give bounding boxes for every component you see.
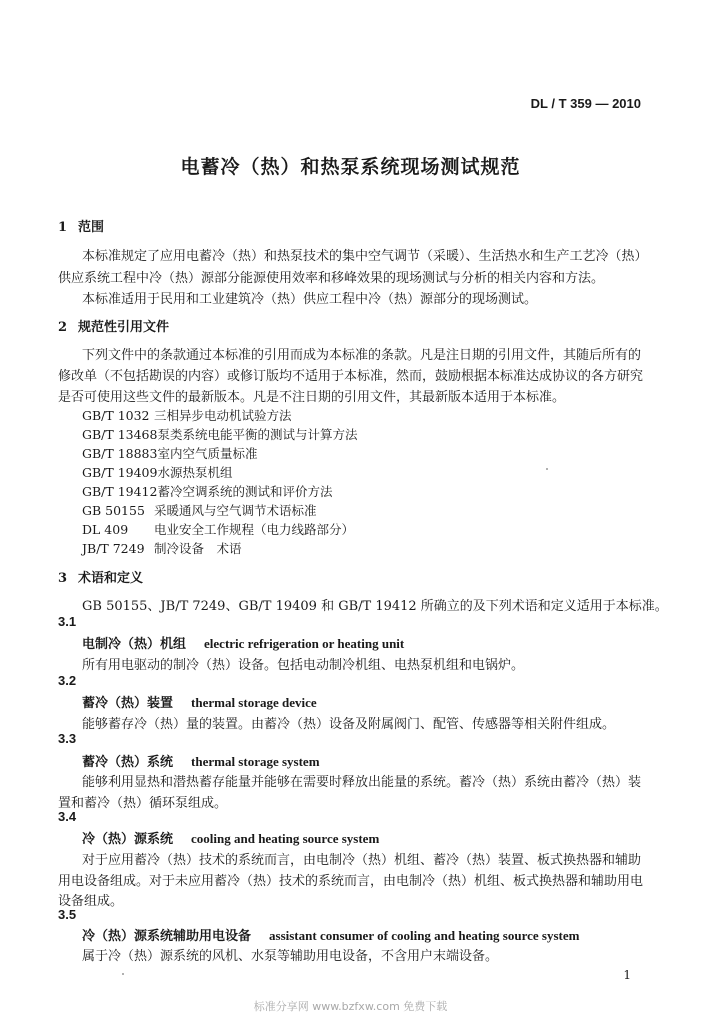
term-definition-line: 属于冷（热）源系统的风机、水泵等辅助用电设备，不含用户末端设备。: [82, 949, 499, 964]
term-en: thermal storage system: [191, 754, 320, 769]
term-zh: 蓄冷（热）装置: [82, 696, 174, 711]
section-1-paragraph-line: 本标准适用于民用和工业建筑冷（热）供应工程中冷（热）源部分的现场测试。: [82, 292, 538, 307]
scan-speck: [122, 973, 124, 975]
reference-item: [82, 463, 232, 481]
term-number: 3.1: [58, 614, 77, 629]
section-2-paragraph-line: 是否可使用这些文件的最新版本。凡是不注日期的引用文件，其最新版本适用于本标准。: [58, 390, 566, 405]
reference-item: [82, 444, 257, 462]
reference-code: GB/T 18883: [82, 446, 158, 461]
reference-title: 制冷设备 术语: [154, 541, 242, 556]
section-3-intro: GB 50155、JB/T 7249、GB/T 19409 和 GB/T 19412 所确立的及下列术语和定义适用于本标准。: [82, 599, 668, 614]
term-heading: [82, 925, 579, 944]
scan-speck: [546, 468, 548, 470]
term-heading: [82, 828, 379, 847]
term-number: 3.2: [58, 673, 77, 688]
term-heading: [82, 633, 404, 652]
reference-title: 蓄冷空调系统的测试和评价方法: [157, 484, 333, 499]
term-en: thermal storage device: [191, 695, 317, 710]
reference-item: [82, 482, 332, 500]
term-definition-line: 对于应用蓄冷（热）技术的系统而言，由电制冷（热）机组、蓄冷（热）装置、板式换热器和辅助: [82, 853, 642, 868]
reference-title: 三相异步电动机试验方法: [154, 408, 292, 423]
reference-item: [82, 406, 292, 424]
section-2-paragraph-line: 修改单（不包括勘误的内容）或修订版均不适用于本标准，然而，鼓励根据本标准达成协议的各方研究: [58, 369, 644, 384]
section-title: 术语和定义: [78, 571, 144, 586]
reference-item: [82, 425, 357, 443]
term-en: cooling and heating source system: [191, 831, 380, 846]
reference-item: [82, 520, 354, 538]
term-number: 3.3: [58, 731, 77, 746]
term-number: 3.5: [58, 907, 77, 922]
section-2-heading: [58, 316, 169, 335]
term-en: electric refrigeration or heating unit: [204, 636, 405, 651]
reference-title: 室内空气质量标准: [157, 446, 258, 461]
term-definition-line: 能够蓄存冷（热）量的装置。由蓄冷（热）设备及附属阀门、配管、传感器等相关附件组成。: [82, 717, 616, 732]
page-number: 1: [623, 968, 631, 982]
term-heading: [82, 751, 320, 770]
section-number: 2: [58, 320, 68, 335]
section-number: 3: [58, 571, 68, 586]
reference-code: GB/T 19409: [82, 465, 158, 480]
term-definition-line: 能够利用显热和潜热蓄存能量并能够在需要时释放出能量的系统。蓄冷（热）系统由蓄冷（热）装: [82, 775, 642, 790]
section-1-heading: [58, 216, 104, 235]
term-number: 3.4: [58, 809, 77, 824]
reference-code: GB/T 19412: [82, 484, 158, 499]
reference-title: 电业安全工作规程（电力线路部分）: [154, 522, 355, 537]
section-2-paragraph-line: 下列文件中的条款通过本标准的引用而成为本标准的条款。凡是注日期的引用文件，其随后所有的: [82, 348, 642, 363]
reference-title: 泵类系统电能平衡的测试与计算方法: [157, 427, 358, 442]
term-zh: 冷（热）源系统辅助用电设备: [82, 929, 252, 944]
footer-watermark: 标准分享网 www.bzfxw.com 免费下载: [253, 1000, 448, 1013]
term-definition-line: 置和蓄冷（热）循环泵组成。: [58, 796, 228, 811]
section-1-paragraph-line: 本标准规定了应用电蓄冷（热）和热泵技术的集中空气调节（采暖）、生活热水和生产工艺冷（热）: [82, 249, 648, 264]
term-zh: 电制冷（热）机组: [82, 637, 187, 652]
term-heading: [82, 692, 317, 711]
section-3-heading: [58, 567, 143, 586]
section-1-paragraph-line: 供应系统工程中冷（热）源部分能源使用效率和移峰效果的现场测试与分析的相关内容和方法。: [58, 271, 605, 286]
reference-code: JB/T 7249: [82, 541, 145, 556]
section-title: 规范性引用文件: [78, 320, 170, 335]
reference-code: GB/T 1032: [82, 408, 150, 423]
document-title: 电蓄冷（热）和热泵系统现场测试规范: [180, 156, 521, 178]
term-zh: 冷（热）源系统: [82, 832, 174, 847]
reference-code: GB/T 13468: [82, 427, 158, 442]
reference-code: DL 409: [82, 522, 129, 537]
reference-item: [82, 539, 242, 557]
reference-item: [82, 501, 317, 519]
term-en: assistant consumer of cooling and heating source system: [269, 928, 580, 943]
term-definition-line: 所有用电驱动的制冷（热）设备。包括电动制冷机组、电热泵机组和电锅炉。: [82, 658, 525, 673]
term-zh: 蓄冷（热）系统: [82, 755, 174, 770]
section-title: 范围: [78, 220, 105, 235]
standard-number: DL / T 359 — 2010: [530, 96, 641, 111]
reference-title: 采暖通风与空气调节术语标准: [154, 503, 317, 518]
term-definition-line: 用电设备组成。对于未应用蓄冷（热）技术的系统而言，由电制冷（热）机组、板式换热器和辅助用电: [58, 874, 644, 889]
reference-title: 水源热泵机组: [157, 465, 233, 480]
reference-code: GB 50155: [82, 503, 145, 518]
section-number: 1: [58, 220, 68, 235]
term-definition-line: 设备组成。: [58, 894, 124, 909]
